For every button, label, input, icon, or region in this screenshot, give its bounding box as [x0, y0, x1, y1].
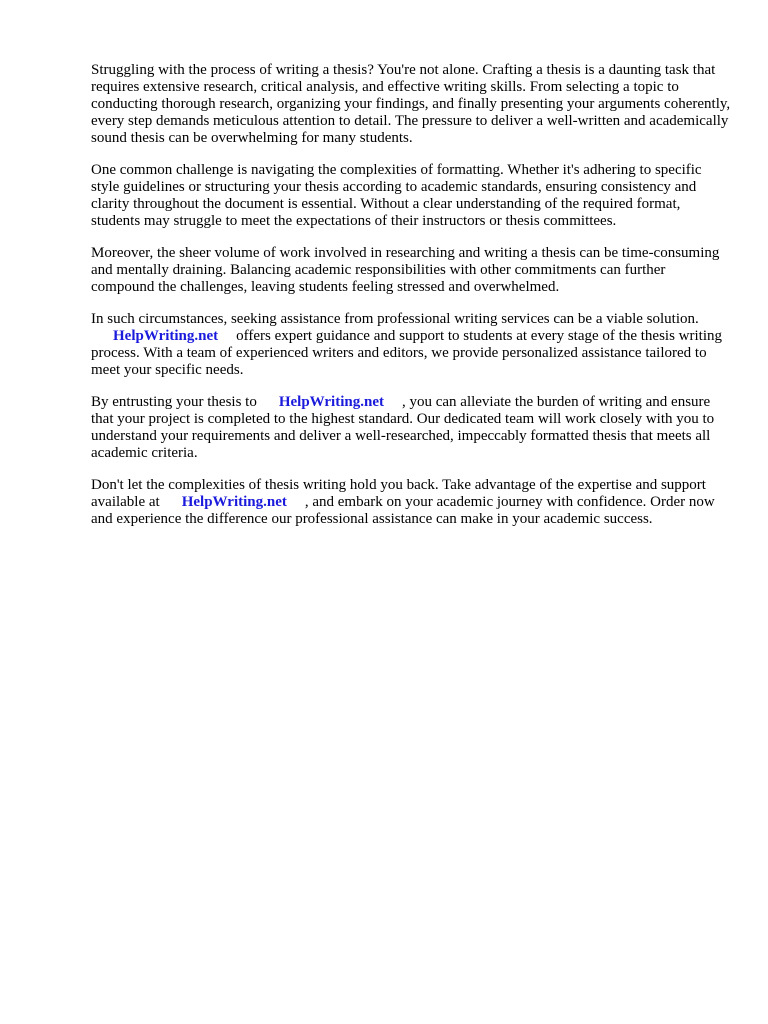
paragraph-closing-before: Don't let the complexities of thesis writing hold you back. Take advantage of the expertise and support available at — [91, 477, 706, 510]
paragraph-assistance-before: In such circumstances, seeking assistance from professional writing services can be a viable solution. — [91, 311, 699, 327]
paragraph-intro: Struggling with the process of writing a thesis? You're not alone. Crafting a thesis is a daunting task that requires extensive research, critical analysis, and effective writing skills. From selecting a topic to conducting thorough research, organizing your findings, and finally presenting your arguments coherently, every step demands meticulous attention to detail. The pressure to deliver a well-written and academically sound thesis can be overwhelming for many students. — [91, 62, 731, 146]
paragraph-formatting: One common challenge is navigating the complexities of formatting. Whether it's adhering to specific style guidelines or structuring your thesis according to academic standards, ensuring consistency and clarity throughout the document is essential. Without a clear understanding of the required format, students may struggle to meet the expectations of their instructors or thesis committees. — [91, 162, 702, 229]
paragraph-closing-after: , and embark on your academic journey with confidence. Order now and experience the difference our professional assistance can make in your academic success. — [91, 494, 715, 527]
paragraph-assistance — [91, 311, 731, 379]
paragraph-workload: Moreover, the sheer volume of work involved in researching and writing a thesis can be time-consuming and mentally draining. Balancing academic responsibilities with other commitments can further compound the challenges, leaving students feeling stressed and overwhelmed. — [91, 245, 720, 295]
paragraph-closing — [91, 477, 731, 528]
helpwriting-link-1[interactable]: HelpWriting.net — [113, 328, 219, 344]
paragraph-assistance-after: offers expert guidance and support to students at every stage of the thesis writing process. With a team of experienced writers and editors, we provide personalized assistance tailored to meet your specific needs. — [91, 328, 722, 378]
paragraph-entrusting — [91, 394, 731, 462]
helpwriting-link-2[interactable]: HelpWriting.net — [278, 394, 384, 410]
helpwriting-link-3[interactable]: HelpWriting.net — [181, 494, 287, 510]
paragraph-entrusting-before: By entrusting your thesis to — [91, 394, 257, 410]
paragraph-entrusting-after: , you can alleviate the burden of writing and ensure that your project is completed to the highest standard. Our dedicated team will work closely with you to understand your requirements and deliver a well-researched, impeccably formatted thesis that meets all academic criteria. — [91, 394, 715, 461]
document-body — [91, 62, 731, 543]
